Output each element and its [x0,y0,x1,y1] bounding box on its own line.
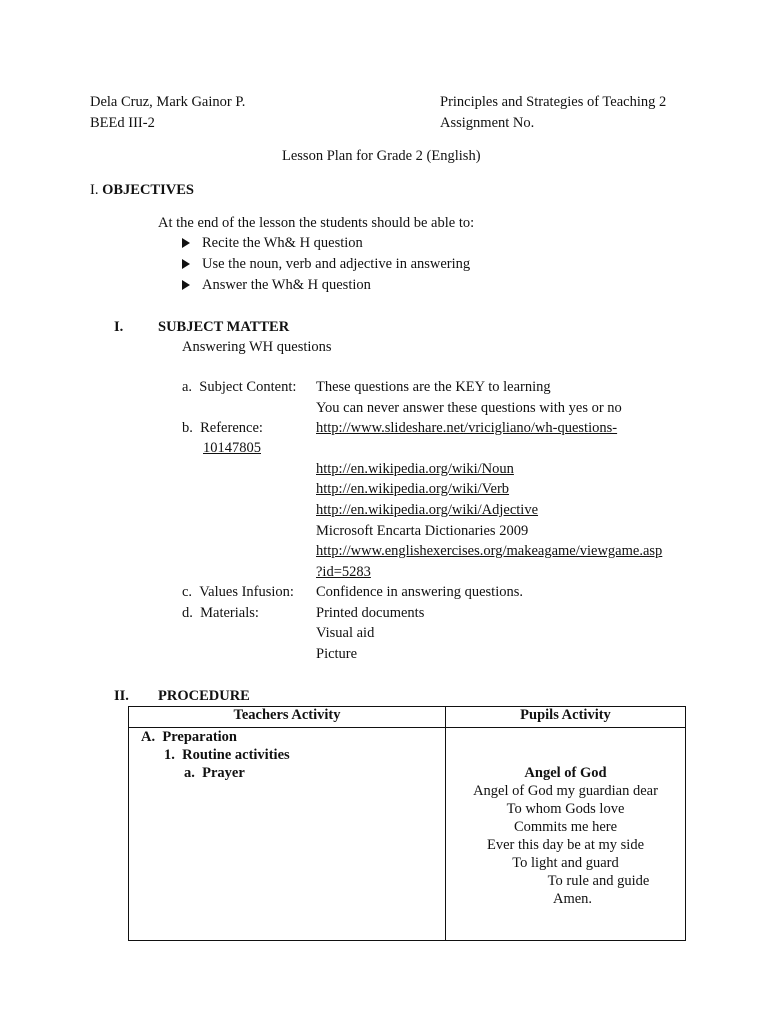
objectives-heading [90,180,194,200]
prayer-line: To rule and guide [547,873,650,889]
arrow-bullet-icon [182,238,190,248]
reference-link[interactable]: http://www.englishexercises.org/makeagame/viewgame.asp [316,543,663,559]
pupils-activity-cell [446,728,686,941]
procedure-numeral: II. [114,688,129,704]
arrow-bullet-icon [182,280,190,290]
materials-label: d. Materials: [182,605,259,621]
student-name: Dela Cruz, Mark Gainor P. [90,94,246,110]
subject-matter-numeral: I. [114,319,124,335]
objective-text: Use the noun, verb and adjective in answering [202,256,471,272]
values-infusion-label: c. Values Infusion: [182,584,294,600]
objective-item [182,233,363,253]
prayer-line: To whom Gods love [506,801,625,817]
preparation-label: A. Preparation [141,729,237,745]
pupils-activity-header: Pupils Activity [446,707,686,728]
table-header-row [129,707,686,728]
objective-item [182,275,371,295]
prayer-label: a. Prayer [184,765,245,781]
reference-link[interactable]: http://en.wikipedia.org/wiki/Noun [316,461,514,477]
material-item: Picture [316,646,358,662]
course-title: Principles and Strategies of Teaching 2 [440,94,667,110]
procedure-heading: PROCEDURE [158,688,250,704]
objective-text: Recite the Wh& H question [202,235,363,251]
prayer-line: To light and guard [512,855,619,871]
assignment-number: Assignment No. [440,115,535,131]
subject-content-label: a. Subject Content: [182,379,297,395]
reference-link[interactable]: ?id=5283 [316,564,371,580]
table-row [129,728,686,941]
teachers-activity-cell [129,728,446,941]
prayer-line: Angel of God my guardian dear [473,783,658,799]
reference-text: Microsoft Encarta Dictionaries 2009 [316,523,529,539]
subject-content-line: You can never answer these questions with yes or no [316,400,622,416]
arrow-bullet-icon [182,259,190,269]
subject-matter-topic: Answering WH questions [182,339,332,355]
material-item: Visual aid [316,625,375,641]
prayer-text [446,728,685,908]
reference-link[interactable]: http://en.wikipedia.org/wiki/Verb [316,481,510,497]
material-item: Printed documents [316,605,425,621]
objective-text: Answer the Wh& H question [202,277,371,293]
routine-activities-label: 1. Routine activities [164,747,290,763]
student-section: BEEd III-2 [90,115,155,131]
prayer-title: Angel of God [524,765,607,781]
reference-label: b. Reference: [182,420,263,436]
objectives-numeral: I. [90,182,99,198]
values-infusion-text: Confidence in answering questions. [316,584,523,600]
teachers-activity-header: Teachers Activity [129,707,446,728]
objectives-intro: At the end of the lesson the students should be able to: [158,215,475,231]
reference-link[interactable]: http://www.slideshare.net/vricigliano/wh-questions- [316,420,618,436]
objectives-title: OBJECTIVES [102,182,194,198]
reference-link-continuation[interactable]: 10147805 [203,440,261,456]
reference-link[interactable]: http://en.wikipedia.org/wiki/Adjective [316,502,539,518]
subject-content-line: These questions are the KEY to learning [316,379,551,395]
document-title: Lesson Plan for Grade 2 (English) [282,148,481,164]
prayer-line: Amen. [552,891,593,907]
procedure-table [128,706,686,941]
objective-item [182,254,470,274]
subject-matter-heading: SUBJECT MATTER [158,319,290,335]
prayer-line: Ever this day be at my side [486,837,645,853]
prayer-line: Commits me here [513,819,618,835]
